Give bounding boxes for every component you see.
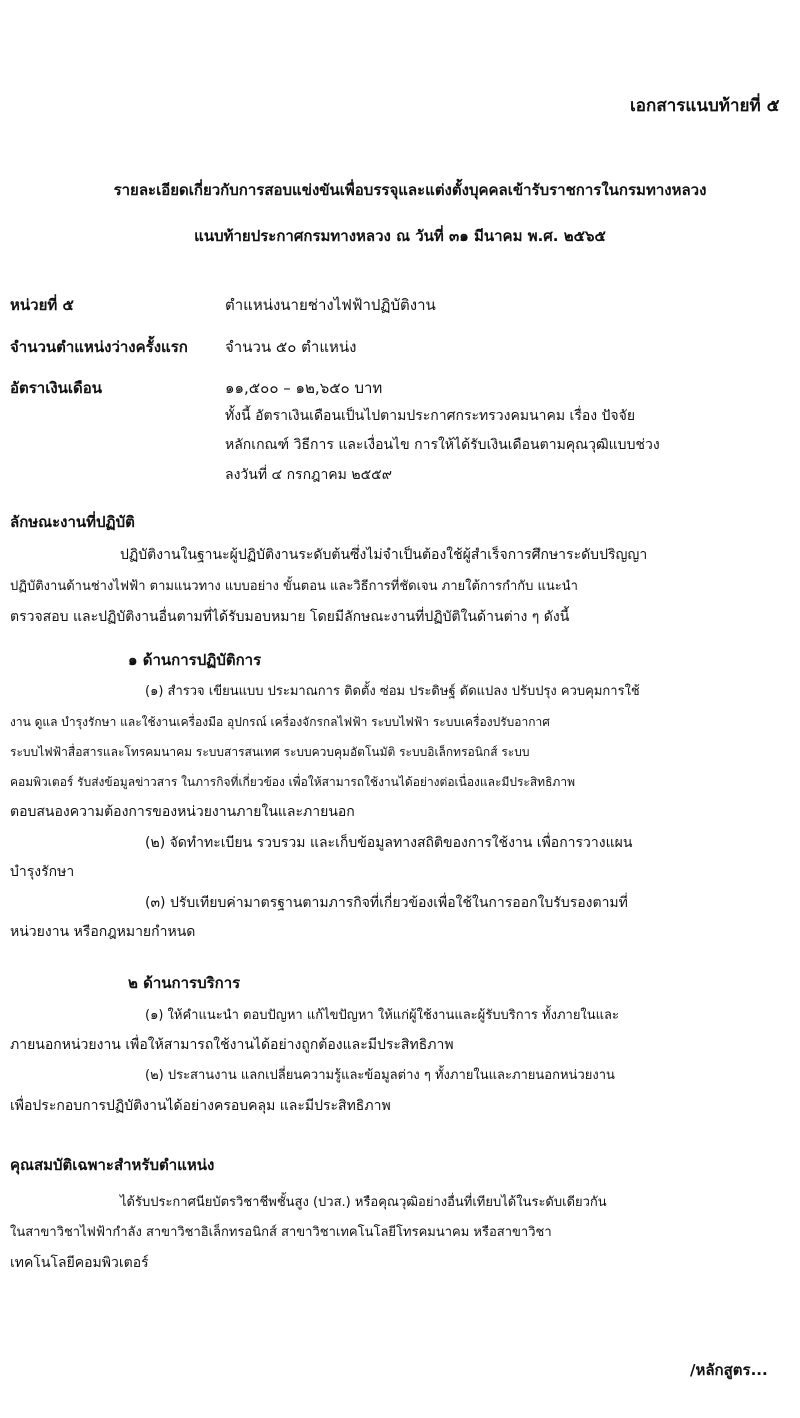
job-nature-line: ปฏิบัติงานด้านช่างไฟฟ้า ตามแนวทาง แบบอย่าง ขั้นตอน และวิธีการที่ชัดเจน ภายใต้การกำกับ แนะนำ: [10, 579, 578, 594]
services-item-2-line: (๒) ประสานงาน แลกเปลี่ยนความรู้และข้อมูลต่าง ๆ ทั้งภายในและภายนอกหน่วยงาน: [145, 1068, 615, 1083]
services-item-1-line: ภายนอกหน่วยงาน เพื่อให้สามารถใช้งานได้อย่างถูกต้องและมีประสิทธิภาพ: [10, 1037, 454, 1053]
document-subtitle: แนบท้ายประกาศกรมทางหลวง ณ วันที่ ๓๑ มีนาคม พ.ศ. ๒๕๖๕: [194, 227, 606, 245]
qualifications-line: ได้รับประกาศนียบัตรวิชาชีพชั้นสูง (ปวส.) หรือคุณวุฒิอย่างอื่นที่เทียบได้ในระดับเดียวกัน: [120, 1195, 607, 1210]
attachment-label: เอกสารแนบท้ายที่ ๕: [630, 96, 780, 116]
operations-heading: ๑ ด้านการปฏิบัติการ: [128, 651, 262, 669]
salary-note-line: ทั้งนี้ อัตราเงินเดือนเป็นไปตามประกาศกระทรวงคมนาคม เรื่อง ปัจจัย: [225, 408, 636, 424]
operations-item-3-line: หน่วยงาน หรือกฎหมายกำหนด: [10, 924, 196, 940]
qualifications-line: เทคโนโลยีคอมพิวเตอร์: [10, 1255, 149, 1271]
operations-item-1-line: ระบบไฟฟ้าสื่อสารและโทรคมนาคม ระบบสารสนเทศ ระบบควบคุมอัตโนมัติ ระบบอิเล็กทรอนิกส์ ระบบ: [10, 745, 530, 759]
unit-value: ตำแหน่งนายช่างไฟฟ้าปฏิบัติงาน: [225, 296, 436, 314]
operations-item-3-line: (๓) ปรับเทียบค่ามาตรฐานตามภารกิจที่เกี่ยวข้องเพื่อใช้ในการออกใบรับรองตามที่: [145, 895, 628, 911]
operations-item-2-line: (๒) จัดทำทะเบียน รวบรวม และเก็บข้อมูลทางสถิติของการใช้งาน เพื่อการวางแผน: [145, 835, 633, 851]
vacancy-label: จำนวนตำแหน่งว่างครั้งแรก: [10, 338, 188, 356]
operations-item-1-line: (๑) สำรวจ เขียนแบบ ประมาณการ ติดตั้ง ซ่อม ประดิษฐ์ ดัดแปลง ปรับปรุง ควบคุมการใช้: [145, 684, 640, 699]
services-item-2-line: เพื่อประกอบการปฏิบัติงานได้อย่างครอบคลุม และมีประสิทธิภาพ: [10, 1098, 391, 1114]
qualifications-heading: คุณสมบัติเฉพาะสำหรับตำแหน่ง: [10, 1156, 215, 1174]
salary-label: อัตราเงินเดือน: [10, 379, 103, 397]
unit-label: หน่วยที่ ๕: [10, 296, 74, 314]
job-nature-line: ตรวจสอบ และปฏิบัติงานอื่นตามที่ได้รับมอบหมาย โดยมีลักษณะงานที่ปฏิบัติในด้านต่าง ๆ ดังนี้: [10, 609, 570, 625]
operations-item-1-line: ตอบสนองความต้องการของหน่วยงานภายในและภายนอก: [10, 804, 355, 820]
operations-item-1-line: คอมพิวเตอร์ รับส่งข้อมูลข่าวสาร ในภารกิจที่เกี่ยวข้อง เพื่อให้สามารถใช้งานได้อย่างต่อเนื่องและมีประสิทธิภาพ: [10, 775, 575, 789]
qualifications-line: ในสาขาวิชาไฟฟ้ากำลัง สาขาวิชาอิเล็กทรอนิกส์ สาขาวิชาเทคโนโลยีโทรคมนาคม หรือสาขาวิชา: [10, 1225, 552, 1240]
job-nature-line: ปฏิบัติงานในฐานะผู้ปฏิบัติงานระดับต้นซึ่งไม่จำเป็นต้องใช้ผู้สำเร็จการศึกษาระดับปริญญา: [120, 547, 648, 563]
operations-item-2-line: บำรุงรักษา: [10, 864, 75, 880]
services-item-1-line: (๑) ให้คำแนะนำ ตอบปัญหา แก้ไขปัญหา ให้แก่ผู้ใช้งานและผู้รับบริการ ทั้งภายในและ: [145, 1008, 619, 1023]
salary-value: ๑๑,๕๐๐ – ๑๒,๖๕๐ บาท: [225, 379, 383, 397]
services-heading: ๒ ด้านการบริการ: [128, 974, 241, 992]
salary-note-line: หลักเกณฑ์ วิธีการ และเงื่อนไข การให้ได้รับเงินเดือนตามคุณวุฒิแบบช่วง: [225, 437, 660, 453]
continuation-marker: /หลักสูตร...: [690, 1361, 768, 1379]
vacancy-value: จำนวน ๕๐ ตำแหน่ง: [225, 338, 357, 356]
job-nature-heading: ลักษณะงานที่ปฏิบัติ: [10, 513, 135, 531]
salary-note-line: ลงวันที่ ๔ กรกฎาคม ๒๕๕๙: [225, 467, 393, 483]
operations-item-1-line: งาน ดูแล บำรุงรักษา และใช้งานเครื่องมือ อุปกรณ์ เครื่องจักรกลไฟฟ้า ระบบไฟฟ้า ระบบเครื่องปรับอากาศ: [10, 715, 550, 729]
document-title: รายละเอียดเกี่ยวกับการสอบแข่งขันเพื่อบรรจุและแต่งตั้งบุคคลเข้ารับราชการในกรมทางหลวง: [113, 181, 707, 199]
